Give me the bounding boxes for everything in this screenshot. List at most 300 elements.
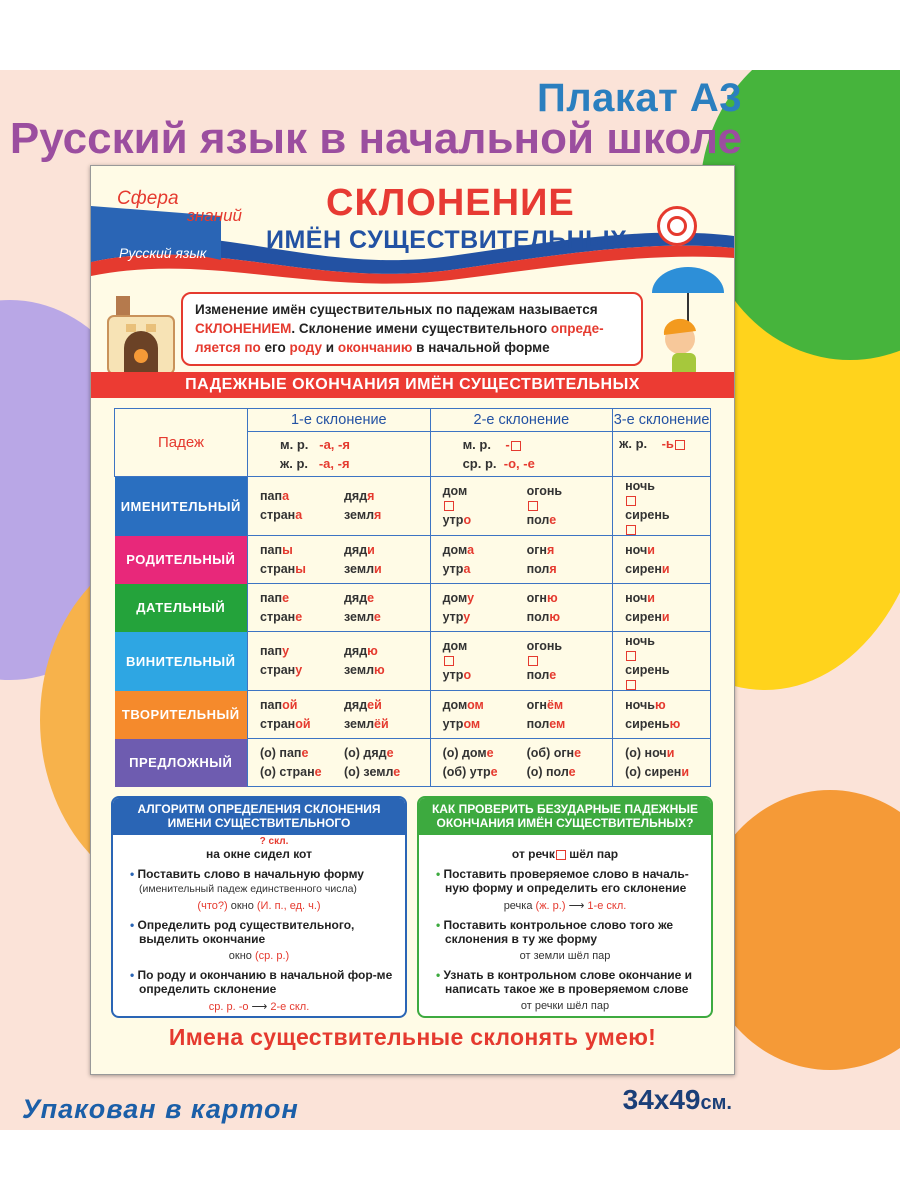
gender-label: ср. р. bbox=[462, 456, 497, 471]
gender-ending: -о, -е bbox=[503, 456, 535, 471]
word-form bbox=[248, 506, 344, 525]
word-ending: ю bbox=[367, 644, 378, 658]
zero-ending-icon bbox=[626, 680, 636, 690]
word-stem: утр bbox=[442, 609, 464, 624]
brand-logo-2: знаний bbox=[187, 206, 242, 225]
word-ending: ой bbox=[282, 697, 298, 712]
decl3-cell bbox=[613, 477, 711, 536]
question: (что?) bbox=[197, 900, 228, 912]
word-ending: ем bbox=[549, 716, 566, 731]
word: окно bbox=[228, 950, 252, 962]
decl1-gender bbox=[248, 432, 431, 477]
word-ending: и bbox=[647, 542, 655, 557]
word-form bbox=[248, 560, 344, 579]
word-form bbox=[431, 560, 527, 579]
word-ending: ом bbox=[463, 716, 481, 731]
word-form bbox=[344, 642, 428, 661]
word-stem: земл bbox=[344, 663, 375, 677]
word-ending: и bbox=[661, 561, 670, 576]
poster-subtitle: ИМЁН СУЩЕСТВИТЕЛЬНЫХ bbox=[266, 226, 628, 254]
algorithm-step-2-example bbox=[113, 950, 405, 962]
check-box bbox=[417, 796, 713, 1018]
size-note bbox=[623, 1084, 732, 1116]
word-form bbox=[527, 608, 611, 627]
zero-ending-icon bbox=[528, 656, 538, 666]
decl1-cell bbox=[248, 739, 431, 787]
word-stem: пап bbox=[260, 590, 283, 605]
word-form bbox=[344, 608, 428, 627]
definition-text: Изменение имён существительных по падежам называется bbox=[195, 302, 598, 317]
word-ending: о bbox=[463, 668, 472, 682]
word-ending: ю bbox=[374, 663, 385, 677]
word-stem: огн bbox=[526, 697, 547, 712]
word-stem: огонь bbox=[526, 484, 563, 498]
word-stem: пап bbox=[260, 542, 283, 557]
decl1-cell bbox=[248, 632, 431, 691]
word-ending: у bbox=[282, 644, 290, 658]
gender-ending: -а, -я bbox=[318, 456, 350, 471]
word-stem: сирен bbox=[625, 609, 662, 624]
word-ending: я bbox=[549, 561, 557, 576]
definition-highlight: опреде- bbox=[550, 321, 604, 336]
word-form bbox=[431, 744, 527, 763]
word-stem: пап bbox=[260, 644, 283, 658]
poster bbox=[90, 165, 735, 1075]
definition-ending: окончанию bbox=[337, 340, 413, 355]
word-ending: и bbox=[661, 609, 670, 624]
definition-text-5: в начальной форме bbox=[412, 340, 550, 355]
word-form bbox=[344, 661, 428, 680]
zero-ending-icon bbox=[675, 440, 685, 450]
word-stem: земл bbox=[344, 609, 374, 624]
section-banner: ПАДЕЖНЫЕ ОКОНЧАНИЯ ИМЁН СУЩЕСТВИТЕЛЬНЫХ bbox=[91, 372, 734, 398]
word-ending: я bbox=[546, 542, 555, 557]
word-ending: я bbox=[367, 489, 375, 503]
word-stem: пол bbox=[526, 716, 550, 731]
word-stem: сирень bbox=[625, 716, 670, 731]
word-form bbox=[613, 715, 709, 734]
word-form bbox=[527, 560, 611, 579]
decl3-cell bbox=[613, 632, 711, 691]
word-form bbox=[248, 661, 344, 680]
result: 2-е скл. bbox=[270, 1001, 310, 1013]
word-form bbox=[527, 541, 611, 560]
word-stem: ночь bbox=[625, 697, 655, 712]
definition-rod: роду bbox=[289, 340, 323, 355]
word-stem: дом bbox=[442, 639, 468, 653]
algorithm-title: АЛГОРИТМ ОПРЕДЕЛЕНИЯ СКЛОНЕНИЯ ИМЕНИ СУЩЕСТВИТЕЛЬНОГО bbox=[113, 798, 405, 835]
word-ending: е bbox=[386, 745, 394, 760]
word-stem: стран bbox=[260, 663, 296, 677]
word-form bbox=[431, 589, 527, 608]
example-text: на окне сидел кот bbox=[206, 847, 312, 861]
word-ending: е bbox=[393, 764, 401, 779]
word-ending: а bbox=[467, 542, 475, 557]
case-row bbox=[115, 584, 711, 632]
word-ending: е bbox=[373, 609, 381, 624]
decl1-cell bbox=[248, 536, 431, 584]
word-stem: дом bbox=[442, 697, 468, 712]
algorithm-box bbox=[111, 796, 407, 1018]
algorithm-example bbox=[113, 837, 405, 861]
decl3-header: 3-е склонение bbox=[613, 409, 711, 432]
word-ending: а bbox=[295, 508, 303, 522]
word: окно bbox=[230, 900, 254, 912]
step-text: Определить род существительного, выделить окончание bbox=[137, 918, 355, 946]
word-stem: дяд bbox=[344, 590, 368, 605]
word-stem: пап bbox=[260, 697, 283, 712]
word-ending: ю bbox=[669, 716, 681, 731]
word-ending: ю bbox=[654, 697, 666, 712]
word-ending: е bbox=[314, 764, 322, 779]
publisher-logo-icon bbox=[657, 206, 697, 246]
case-label: ВИНИТЕЛЬНЫЙ bbox=[115, 632, 248, 691]
decl1-cell bbox=[248, 584, 431, 632]
decl3-cell bbox=[613, 584, 711, 632]
definition-text-4: и bbox=[322, 340, 338, 355]
word-form bbox=[248, 744, 344, 763]
word-form bbox=[431, 637, 527, 666]
case-row bbox=[115, 691, 711, 739]
word-stem: стран bbox=[260, 561, 296, 576]
decl2-cell bbox=[430, 691, 613, 739]
word-form bbox=[248, 696, 344, 715]
case-row bbox=[115, 536, 711, 584]
word-stem: (о) стран bbox=[260, 764, 315, 779]
word-ending: у bbox=[295, 663, 303, 677]
word-stem: стран bbox=[260, 609, 296, 624]
word-ending: е bbox=[301, 745, 309, 760]
word-ending: ой bbox=[295, 716, 311, 731]
gender-note: (ж. р.) bbox=[535, 900, 566, 912]
decl1-cell bbox=[248, 691, 431, 739]
word-stem: земл bbox=[344, 508, 375, 522]
declension-table bbox=[114, 408, 711, 787]
slogan: Имена существительные склонять умею! bbox=[168, 1024, 657, 1050]
step-text: Поставить контрольное слово того же склонения в ту же форму bbox=[443, 918, 674, 946]
word-form bbox=[248, 541, 344, 560]
word-stem: сирень bbox=[625, 508, 670, 522]
case-row bbox=[115, 632, 711, 691]
word-form bbox=[431, 763, 527, 782]
word: речка bbox=[503, 900, 533, 912]
zero-ending-icon bbox=[528, 501, 538, 511]
example-text-end: шёл пар bbox=[569, 847, 619, 861]
case-rows bbox=[115, 477, 711, 787]
packing-note: Упакован в картон bbox=[22, 1094, 299, 1124]
word-stem: огн bbox=[526, 542, 547, 557]
zero-ending-icon bbox=[626, 525, 636, 535]
algorithm-step-3: • По роду и окончанию в начальной фор-ме определить склонение bbox=[130, 968, 393, 996]
word-form bbox=[613, 541, 709, 560]
word-ending: е bbox=[549, 513, 557, 527]
word-ending: е bbox=[295, 609, 303, 624]
word-stem: (об) утр bbox=[442, 764, 491, 779]
word-form bbox=[431, 608, 527, 627]
definition-highlight-2: ляется по bbox=[195, 340, 261, 355]
word-ending: ём bbox=[546, 697, 564, 712]
rule: ср. р. -о bbox=[208, 1001, 249, 1013]
gender-ending: - bbox=[505, 437, 510, 452]
word-form bbox=[613, 477, 709, 506]
word-stem: земл bbox=[344, 561, 375, 576]
decl3-gender bbox=[613, 432, 711, 477]
case-label: ТВОРИТЕЛЬНЫЙ bbox=[115, 691, 248, 739]
word-form bbox=[527, 744, 611, 763]
subject-label: Русский язык bbox=[119, 245, 207, 261]
decl3-cell bbox=[613, 691, 711, 739]
decl2-gender bbox=[430, 432, 613, 477]
product-series-title: Русский язык в начальной школе bbox=[9, 114, 742, 163]
word-stem: дяд bbox=[344, 697, 368, 712]
word-stem: стран bbox=[260, 716, 296, 731]
padezh-header: Падеж bbox=[115, 409, 248, 477]
word-ending: и bbox=[374, 561, 382, 576]
word-stem: стран bbox=[260, 508, 296, 522]
example-text: от речк bbox=[511, 847, 555, 861]
decl2-cell bbox=[430, 536, 613, 584]
word-form bbox=[527, 696, 611, 715]
step-text: По роду и окончанию в начальной фор-ме определить склонение bbox=[137, 968, 393, 996]
decl2-cell bbox=[430, 632, 613, 691]
word-stem: (о) пап bbox=[260, 745, 302, 760]
gender-label: м. р. bbox=[280, 437, 309, 452]
missing-ending-icon bbox=[556, 850, 566, 860]
word-form bbox=[344, 744, 428, 763]
word-stem: (о) пол bbox=[526, 764, 569, 779]
word-ending: а bbox=[282, 489, 290, 503]
algorithm-step-2: • Определить род существительного, выделить окончание bbox=[130, 918, 355, 946]
word-stem: (об) огн bbox=[526, 745, 575, 760]
word-form bbox=[248, 642, 344, 661]
word-form bbox=[527, 589, 611, 608]
word-stem: дяд bbox=[344, 644, 368, 658]
word-stem: огн bbox=[526, 590, 547, 605]
word-form bbox=[248, 715, 344, 734]
zero-ending-icon bbox=[511, 441, 521, 451]
case-label: ПРЕДЛОЖНЫЙ bbox=[115, 739, 248, 787]
check-step-2: • Поставить контрольное слово того же склонения в ту же форму bbox=[436, 918, 674, 946]
decl1-header: 1-е склонение bbox=[248, 409, 431, 432]
word-form bbox=[344, 487, 428, 506]
word-stem: пол bbox=[526, 513, 550, 527]
word-stem: ночь bbox=[625, 634, 655, 648]
word-form bbox=[527, 763, 611, 782]
word-stem: (о) дяд bbox=[344, 745, 387, 760]
word-form bbox=[344, 541, 428, 560]
word-form bbox=[248, 487, 344, 506]
size-unit: см. bbox=[700, 1092, 732, 1114]
word-form bbox=[344, 560, 428, 579]
word-form bbox=[613, 506, 709, 535]
word-form bbox=[344, 715, 428, 734]
brand-logo: Сфера bbox=[117, 188, 179, 209]
word-stem: пол bbox=[526, 668, 550, 682]
word-ending: и bbox=[647, 590, 655, 605]
word-stem: земл bbox=[344, 716, 375, 731]
word-form bbox=[344, 696, 428, 715]
word-ending: е bbox=[574, 745, 582, 760]
word-stem: дяд bbox=[344, 489, 368, 503]
word-stem: ноч bbox=[625, 542, 648, 557]
definition-box bbox=[181, 292, 643, 366]
word-form bbox=[248, 763, 344, 782]
word-ending: ей bbox=[367, 697, 382, 712]
word-stem: пол bbox=[526, 561, 550, 576]
word-form bbox=[431, 715, 527, 734]
step-text: Узнать в контрольном слове окончание и написать такое же в проверяемом слове bbox=[443, 968, 692, 996]
word-ending: е bbox=[486, 745, 494, 760]
word-stem: утр bbox=[442, 513, 464, 527]
word-form bbox=[527, 637, 611, 666]
word-stem: дом bbox=[442, 542, 468, 557]
word-stem: дяд bbox=[344, 542, 368, 557]
word-form bbox=[527, 482, 611, 511]
zero-ending-icon bbox=[444, 501, 454, 511]
word-form bbox=[527, 511, 611, 530]
word-stem: дом bbox=[442, 484, 468, 498]
word-form bbox=[248, 589, 344, 608]
case-label: ИМЕНИТЕЛЬНЫЙ bbox=[115, 477, 248, 536]
case-label: РОДИТЕЛЬНЫЙ bbox=[115, 536, 248, 584]
zero-ending-icon bbox=[444, 656, 454, 666]
result: 1-е скл. bbox=[587, 900, 627, 912]
algorithm-step-3-example bbox=[113, 1000, 405, 1013]
decl2-cell bbox=[430, 739, 613, 787]
step-text: Поставить проверяемое слово в началь-ную форму и определить его склонение bbox=[443, 867, 689, 895]
decl2-cell bbox=[430, 584, 613, 632]
word-ending: е bbox=[282, 590, 290, 605]
word-ending: и bbox=[681, 764, 690, 779]
check-step-2-example: от земли шёл пар bbox=[519, 950, 611, 962]
gender-label: ж. р. bbox=[280, 456, 308, 471]
word-ending: ы bbox=[282, 542, 293, 557]
word-stem: сирень bbox=[625, 663, 670, 677]
declension-question-mark: ? скл. bbox=[259, 836, 289, 847]
word-stem: (о) сирен bbox=[625, 764, 682, 779]
check-title: КАК ПРОВЕРИТЬ БЕЗУДАРНЫЕ ПАДЕЖНЫЕ ОКОНЧАНИЯ ИМЁН СУЩЕСТВИТЕЛЬНЫХ? bbox=[419, 798, 711, 835]
word-stem: (о) дом bbox=[442, 745, 487, 760]
word-form bbox=[344, 589, 428, 608]
algorithm-step-1-example bbox=[113, 900, 405, 912]
gender-ending: -а, -я bbox=[319, 437, 350, 452]
word-ending: ы bbox=[295, 561, 306, 576]
word-form bbox=[431, 696, 527, 715]
word-ending: е bbox=[549, 668, 557, 682]
word-form bbox=[431, 482, 527, 511]
word-stem: утр bbox=[442, 716, 464, 731]
word-stem: утр bbox=[442, 561, 464, 576]
word-form bbox=[613, 696, 709, 715]
zero-ending-icon bbox=[626, 651, 636, 661]
word-ending: а bbox=[463, 561, 471, 576]
case-label: ДАТЕЛЬНЫЙ bbox=[115, 584, 248, 632]
check-step-3-example: от речки шёл пар bbox=[520, 1000, 610, 1012]
word-form bbox=[613, 608, 709, 627]
word-ending: о bbox=[463, 513, 472, 527]
word-ending: ю bbox=[549, 609, 561, 624]
case-row bbox=[115, 739, 711, 787]
gender-label: ж. р. bbox=[619, 436, 648, 451]
case-note: (И. п., ед. ч.) bbox=[256, 900, 321, 912]
size-value: 34x49 bbox=[622, 1084, 701, 1115]
word-stem: ноч bbox=[625, 590, 648, 605]
definition-term: СКЛОНЕНИЕМ bbox=[195, 321, 292, 336]
word-ending: у bbox=[467, 590, 475, 605]
step-subtext: (именительный падеж единственного числа) bbox=[139, 883, 357, 895]
word-ending: у bbox=[463, 609, 471, 624]
word-stem: сирен bbox=[625, 561, 662, 576]
word-form bbox=[613, 589, 709, 608]
word-ending: е bbox=[568, 764, 576, 779]
word-form bbox=[527, 666, 611, 685]
check-step-1-example bbox=[419, 899, 711, 912]
word-form bbox=[613, 560, 709, 579]
gender-note: (ср. р.) bbox=[254, 950, 290, 962]
word-stem: (о) земл bbox=[344, 764, 394, 779]
word-ending: я bbox=[374, 508, 382, 522]
word-ending: ю bbox=[546, 590, 558, 605]
poster-title: СКЛОНЕНИЕ bbox=[326, 182, 575, 224]
step-text: Поставить слово в начальную форму bbox=[137, 867, 364, 881]
definition-text-3: его bbox=[260, 340, 290, 355]
algorithm-step-1: • Поставить слово в начальную форму (именительный падеж единственного числа) bbox=[130, 867, 364, 895]
decl1-cell bbox=[248, 477, 431, 536]
word-ending: е bbox=[367, 590, 375, 605]
word-form bbox=[613, 632, 709, 661]
word-stem: пол bbox=[526, 609, 550, 624]
word-stem: пап bbox=[260, 489, 283, 503]
stove-icon bbox=[106, 286, 176, 376]
word-form bbox=[344, 763, 428, 782]
word-stem: ночь bbox=[625, 479, 655, 493]
word-form bbox=[431, 541, 527, 560]
decl3-cell bbox=[613, 739, 711, 787]
arrow-right-icon: ⟶ bbox=[568, 900, 585, 912]
word-form bbox=[248, 608, 344, 627]
decl2-header: 2-е склонение bbox=[430, 409, 613, 432]
zero-ending-icon bbox=[626, 496, 636, 506]
gender-ending: -ь bbox=[661, 436, 674, 451]
product-format-title: Плакат А3 bbox=[536, 76, 742, 120]
word-ending: ёй bbox=[374, 716, 389, 731]
word-form bbox=[344, 506, 428, 525]
word-ending: е bbox=[490, 764, 498, 779]
check-step-1: • Поставить проверяемое слово в началь-ную форму и определить его склонение bbox=[436, 867, 689, 895]
definition-text-2: . Склонение имени существительного bbox=[291, 321, 551, 336]
check-example bbox=[419, 847, 711, 861]
gender-label: м. р. bbox=[462, 437, 491, 452]
case-row bbox=[115, 477, 711, 536]
word-form bbox=[431, 666, 527, 685]
decl3-cell bbox=[613, 536, 711, 584]
word-stem: дом bbox=[442, 590, 468, 605]
word-form bbox=[613, 661, 709, 690]
word-form bbox=[613, 744, 709, 763]
word-stem: утр bbox=[442, 668, 464, 682]
word-ending: ом bbox=[467, 697, 484, 712]
decl2-cell bbox=[430, 477, 613, 536]
arrow-right-icon: ⟶ bbox=[251, 1001, 268, 1013]
check-step-3: • Узнать в контрольном слове окончание и написать такое же в проверяемом слове bbox=[436, 968, 692, 996]
word-stem: огонь bbox=[526, 639, 563, 653]
word-ending: и bbox=[666, 745, 675, 760]
word-ending: и bbox=[367, 542, 375, 557]
word-stem: (о) ноч bbox=[625, 745, 667, 760]
word-form bbox=[431, 511, 527, 530]
word-form bbox=[613, 763, 709, 782]
word-form bbox=[527, 715, 611, 734]
